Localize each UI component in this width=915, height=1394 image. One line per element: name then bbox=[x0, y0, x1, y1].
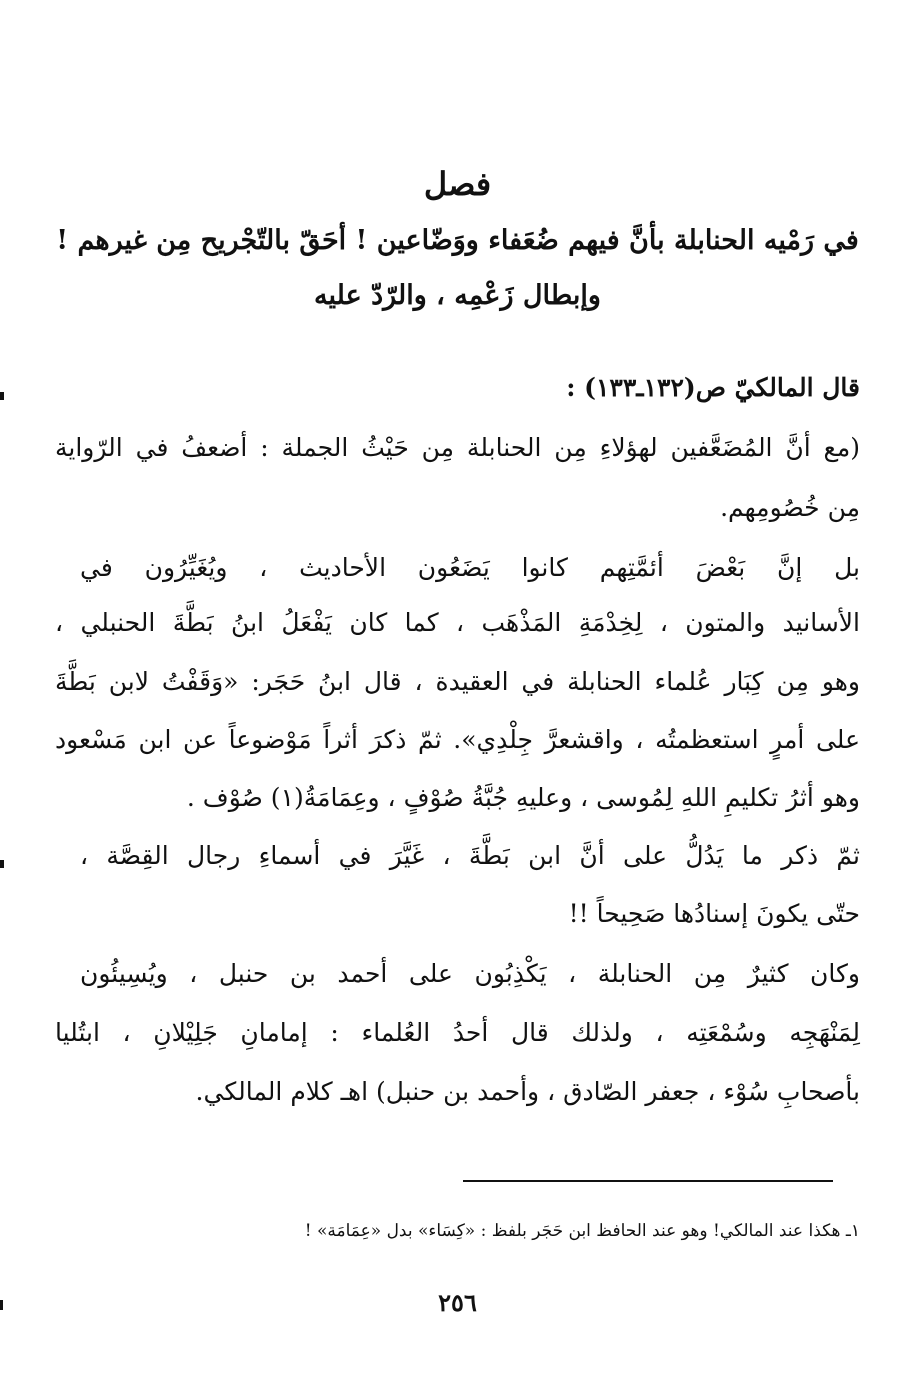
body-line: لِمَنْهَجِه وسُمْعَتِه ، ولذلك قال أحدُ العُلماء : إمامانِ جَلِيْلانِ ، ابتُليا bbox=[55, 1018, 860, 1047]
body-line: ثمّ ذكر ما يَدُلُّ على أنَّ ابن بَطَّةَ ، غَيَّرَ في أسماءِ رجال القِصَّة ، bbox=[80, 841, 860, 870]
body-line: حتّى يكونَ إسنادُها صَحِيحاً !! bbox=[568, 899, 860, 928]
body-line: وهو أثرُ تكليمِ اللهِ لِمُوسى ، وعليهِ جُبَّةُ صُوْفٍ ، وعِمَامَةُ(١) صُوْف . bbox=[186, 783, 860, 812]
section-title: فصل bbox=[423, 165, 492, 203]
margin-mark bbox=[0, 860, 4, 868]
margin-mark bbox=[0, 392, 4, 400]
body-line: مِن خُصُومِهم. bbox=[720, 493, 860, 522]
body-line: وكان كثيرٌ مِن الحنابلة ، يَكْذِبُون على أحمد بن حنبل ، ويُسِيئُون bbox=[80, 959, 860, 988]
margin-mark bbox=[0, 1300, 3, 1310]
body-line: بل إنَّ بَعْضَ أئمَّتِهم كانوا يَضَعُون الأحاديث ، ويُغَيِّرُون في bbox=[80, 553, 860, 582]
body-line: الأسانيد والمتون ، لِخِدْمَةِ المَذْهَب ، كما كان يَفْعَلُ ابنُ بَطَّةَ الحنبلي ، bbox=[55, 608, 860, 637]
body-line: وهو مِن كِبَار عُلماء الحنابلة في العقيدة ، قال ابنُ حَجَر: «وَقَفْتُ لابن بَطَّةَ bbox=[55, 667, 860, 696]
footnote: ١ـ هكذا عند المالكي! وهو عند الحافظ ابن حَجَر بلفظ : «كِسَاء» بدل «عِمَامَة» ! bbox=[304, 1221, 860, 1241]
section-subtitle-line1: في رَمْيه الحنابلة بأنَّ فيهم ضُعَفاء ووَضّاعين ! أحَقّ بالتّجْريح مِن غيرهم ! bbox=[56, 225, 859, 256]
page-number: ٢٥٦ bbox=[438, 1288, 477, 1317]
body-line: بأصحابِ سُوْء ، جعفر الصّادق ، وأحمد بن حنبل) اهـ كلام المالكي. bbox=[195, 1077, 860, 1106]
quote-intro: قال المالكيّ ص(١٣٢ـ١٣٣) : bbox=[566, 373, 860, 402]
section-subtitle-line2: وإبطال زَعْمِه ، والرّدّ عليه bbox=[314, 280, 601, 311]
body-line: على أمرٍ استعظمتُه ، واقشعرَّ جِلْدِي». ثمّ ذكرَ أثراً مَوْضوعاً عن ابن مَسْعود bbox=[55, 725, 860, 754]
body-line: (مع أنَّ المُضَعَّفين لهؤلاءِ مِن الحنابلة مِن حَيْثُ الجملة : أضعفُ في الرّواية bbox=[55, 433, 860, 462]
footnote-divider bbox=[463, 1180, 833, 1182]
